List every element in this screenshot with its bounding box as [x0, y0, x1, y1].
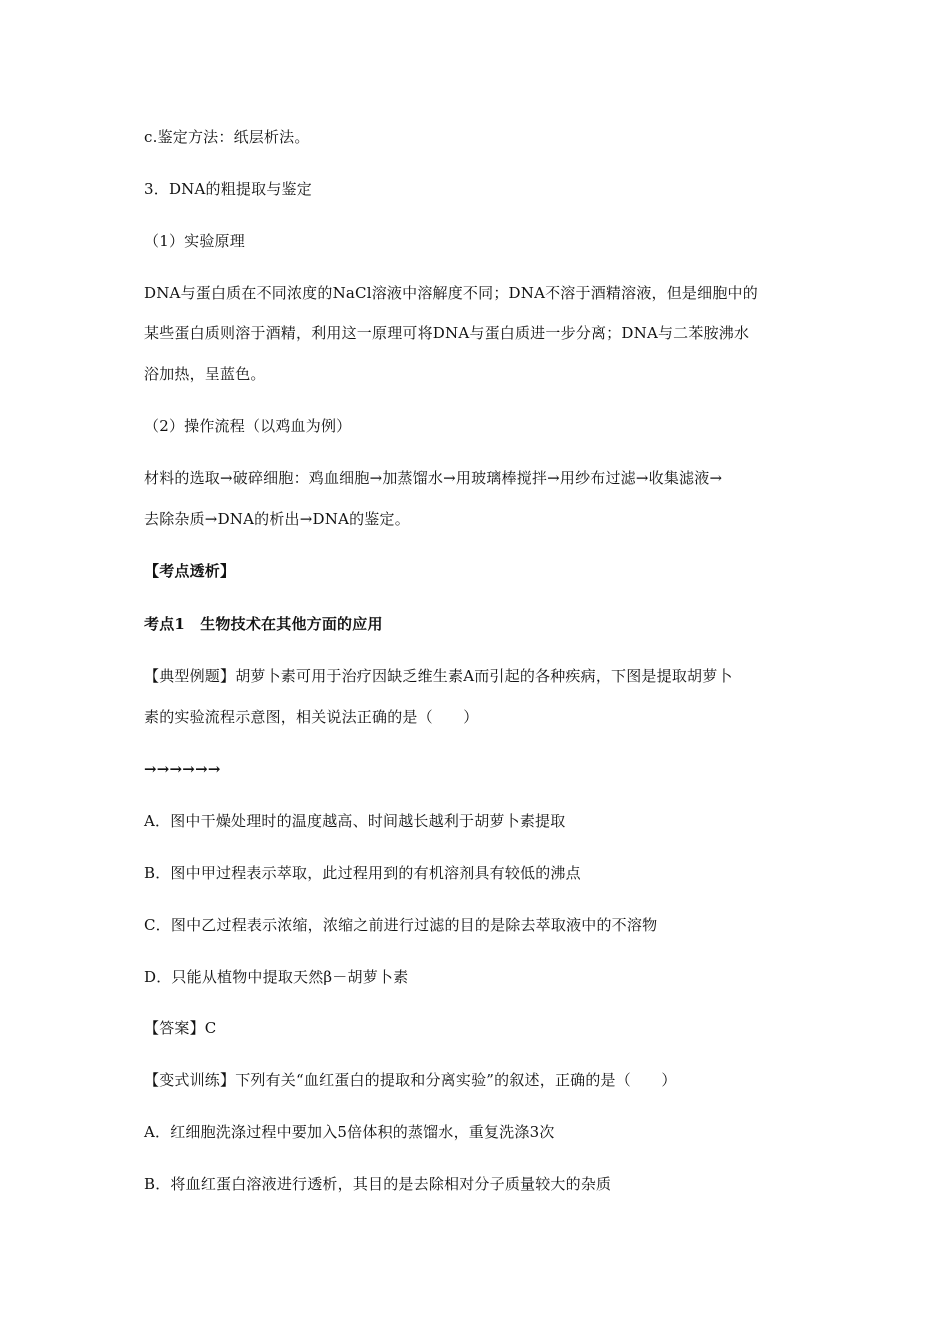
kaodian-title: 考点1 生物技术在其他方面的应用 — [144, 615, 383, 633]
option-b: B．图中甲过程表示萃取，此过程用到的有机溶剂具有较低的沸点 — [144, 864, 581, 882]
subheading-principle: （1）实验原理 — [144, 232, 245, 250]
example-line-1: 【典型例题】胡萝卜素可用于治疗因缺乏维生素A而引起的各种疾病，下图是提取胡萝卜 — [144, 667, 733, 685]
example-line-2: 素的实验流程示意图，相关说法正确的是（ ） — [144, 708, 479, 726]
principle-line-1: DNA与蛋白质在不同浓度的NaCl溶液中溶解度不同；DNA不溶于酒精溶液，但是细胞中的 — [144, 284, 758, 302]
section-title: 【考点透析】 — [144, 562, 236, 580]
procedure-line-1: 材料的选取→破碎细胞：鸡血细胞→加蒸馏水→用玻璃棒搅拌→用纱布过滤→收集滤液→ — [144, 469, 723, 487]
flow-arrows: →→→→→→ — [144, 760, 221, 778]
variant-option-a: A．红细胞洗涤过程中要加入5倍体积的蒸馏水，重复洗涤3次 — [144, 1123, 555, 1141]
procedure-line-2: 去除杂质→DNA的析出→DNA的鉴定。 — [144, 510, 410, 528]
answer: 【答案】C — [144, 1019, 217, 1037]
subheading-procedure: （2）操作流程（以鸡血为例） — [144, 417, 352, 435]
variant-option-b: B．将血红蛋白溶液进行透析，其目的是去除相对分子质量较大的杂质 — [144, 1175, 612, 1193]
heading-dna-extraction: 3．DNA的粗提取与鉴定 — [144, 180, 312, 198]
principle-line-2: 某些蛋白质则溶于酒精，利用这一原理可将DNA与蛋白质进一步分离；DNA与二苯胺沸水 — [144, 324, 750, 342]
principle-line-3: 浴加热，呈蓝色。 — [144, 365, 266, 383]
variant-question: 【变式训练】下列有关“血红蛋白的提取和分离实验”的叙述，正确的是（ ） — [144, 1071, 677, 1089]
option-c: C．图中乙过程表示浓缩，浓缩之前进行过滤的目的是除去萃取液中的不溶物 — [144, 916, 658, 934]
option-d: D．只能从植物中提取天然β－胡萝卜素 — [144, 968, 409, 986]
paragraph-identification-method: c.鉴定方法：纸层析法。 — [144, 128, 310, 146]
option-a: A．图中干燥处理时的温度越高、时间越长越利于胡萝卜素提取 — [144, 812, 566, 830]
